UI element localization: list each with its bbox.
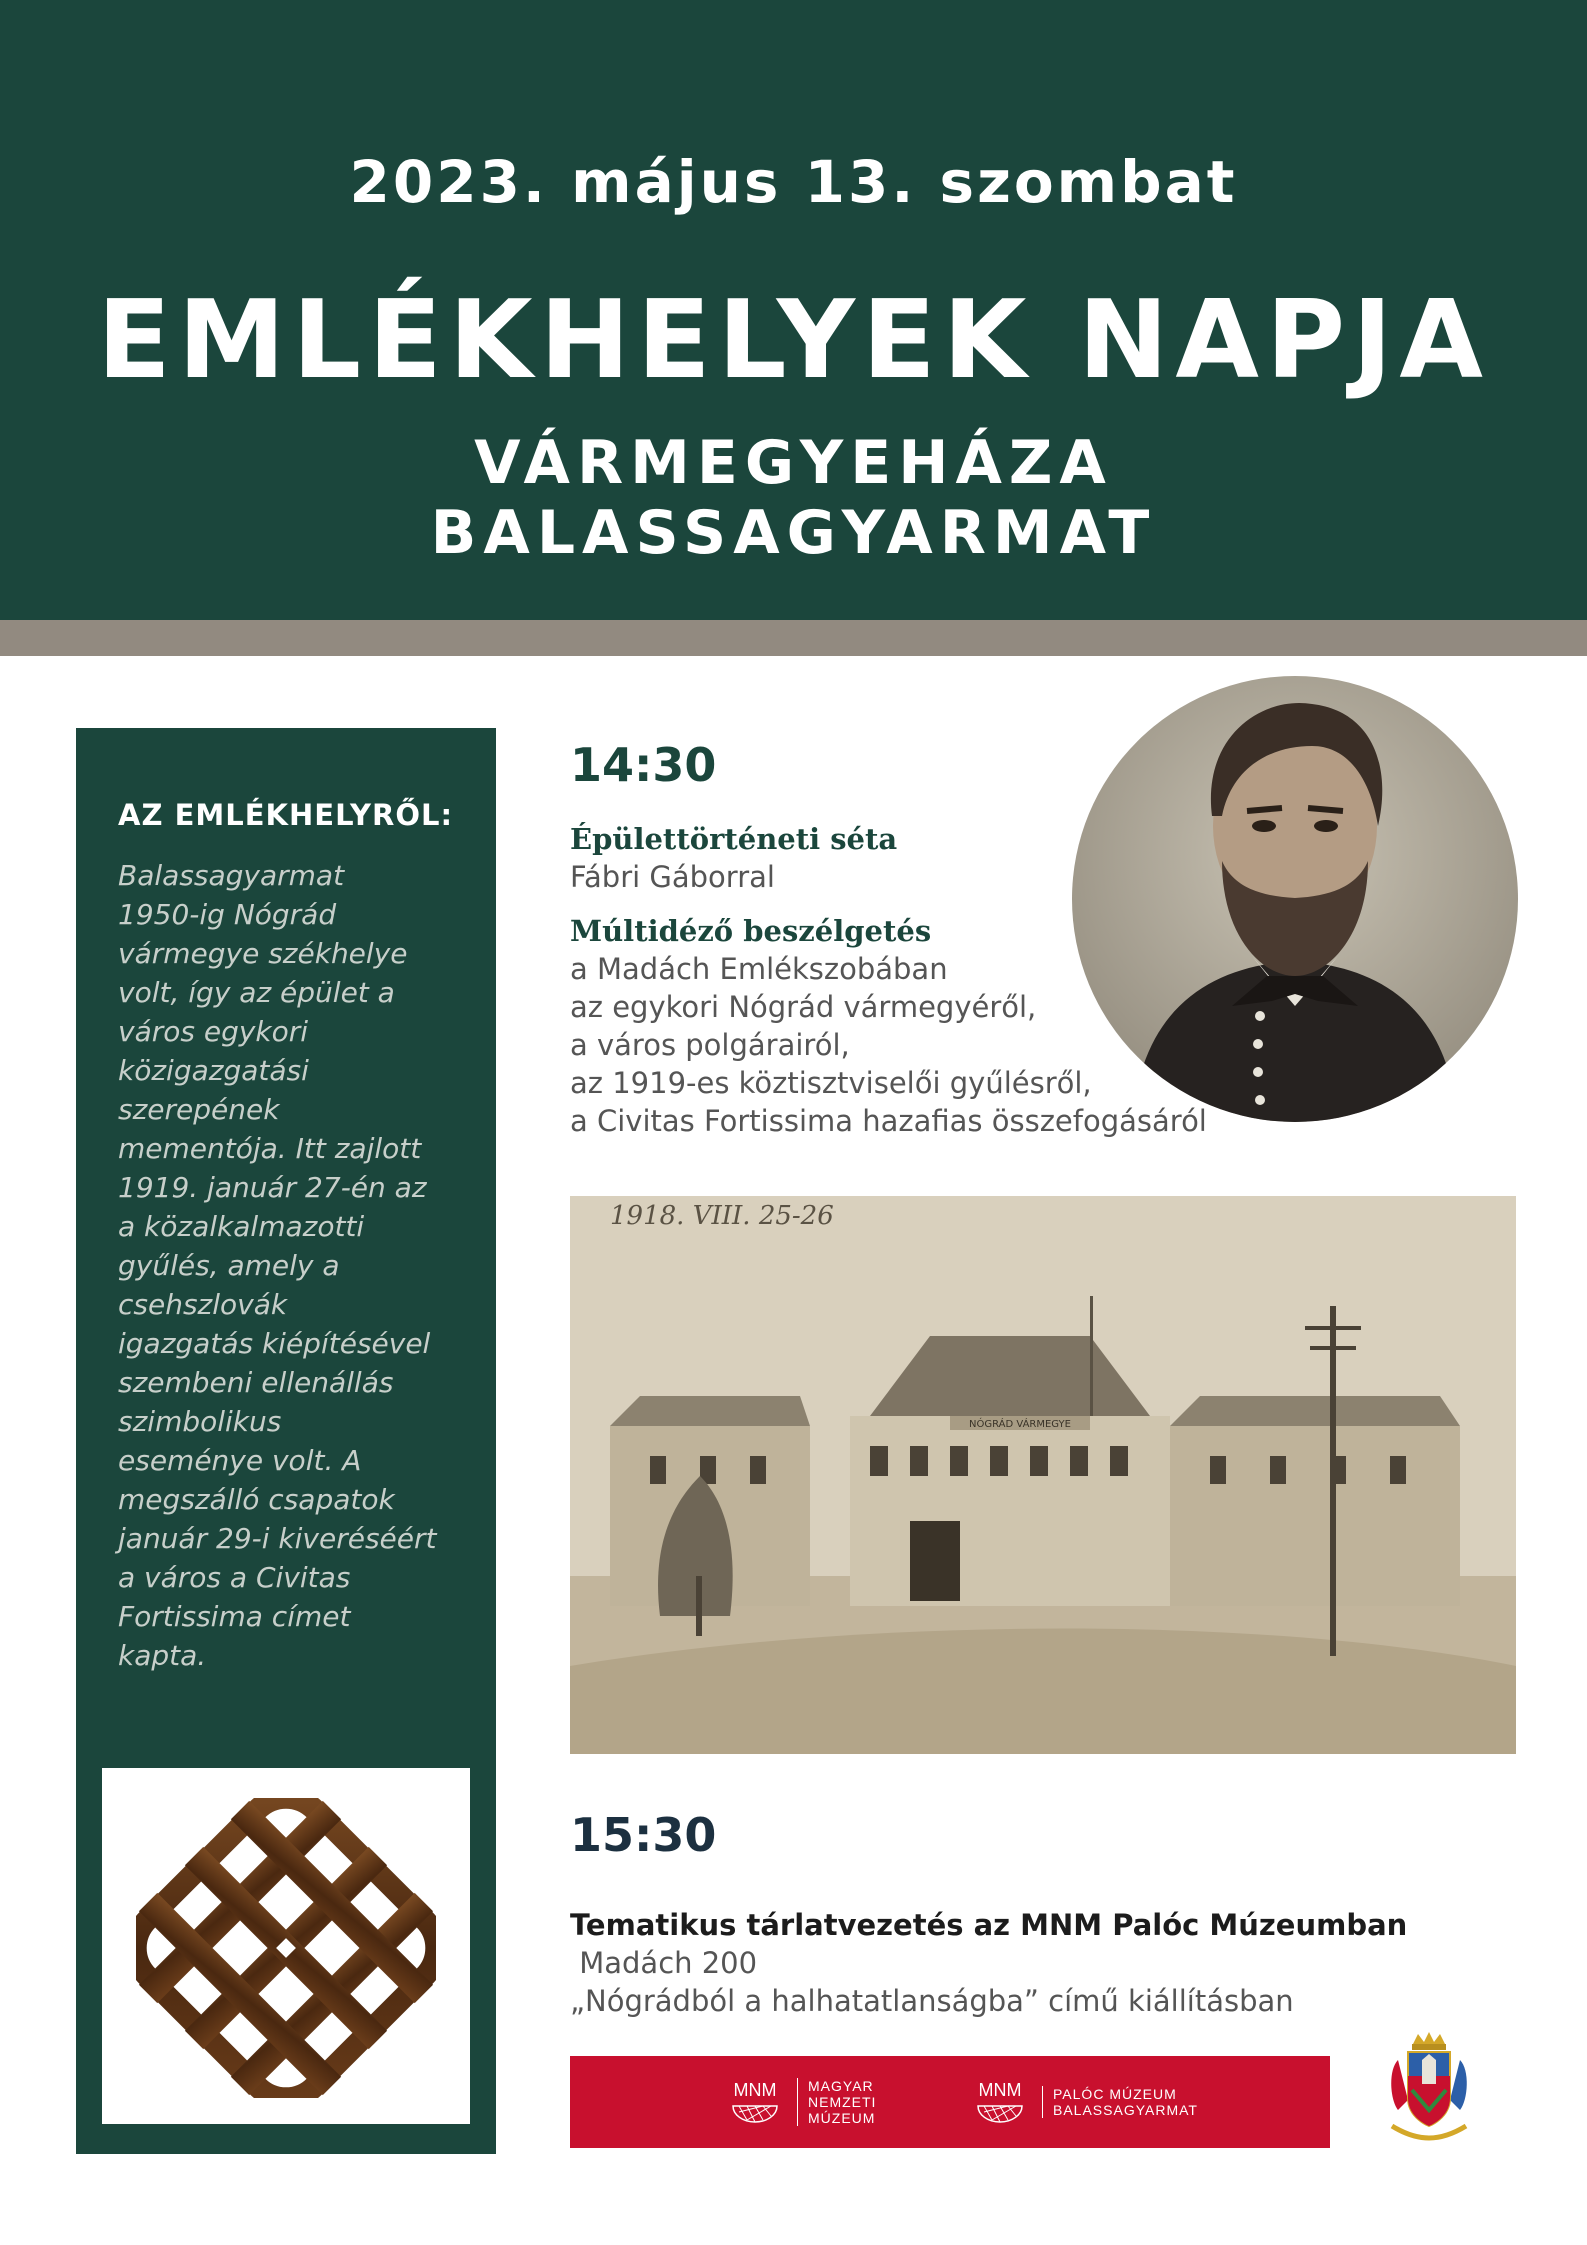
tour-line: Madách 200 — [570, 1946, 758, 1980]
photo-handwritten-note: 1918. VIII. 25-26 — [610, 1201, 834, 1231]
madach-portrait — [1072, 676, 1518, 1122]
vármegyeháza-photo — [570, 1196, 1516, 1754]
talk-line: a város polgárairól, — [570, 1028, 850, 1062]
paloc-museum-logo — [970, 2074, 1198, 2130]
svg-text:MNM: MNM — [733, 2080, 777, 2100]
about-text-line: volt, így az épület a — [118, 976, 395, 1009]
building-sign: NÓGRÁD VÁRMEGYE — [969, 1419, 1071, 1430]
about-text-line: szerepének — [118, 1093, 280, 1126]
about-text-line: a közalkalmazotti — [118, 1210, 365, 1243]
venue-name: VÁRMEGYEHÁZA — [474, 428, 1113, 498]
about-text-line: igazgatás kiépítésével — [118, 1327, 431, 1360]
talk-line: az 1919-es köztisztviselői gyűlésről, — [570, 1066, 1092, 1100]
talk-title: Múltidéző beszélgetés — [570, 914, 932, 948]
about-text-line: szimbolikus — [118, 1405, 282, 1438]
about-text-line: 1950-ig Nógrád — [118, 898, 337, 931]
venue-town: BALASSAGYARMAT — [430, 498, 1157, 568]
paloc-mark-icon — [970, 2076, 1030, 2128]
about-text-line: mementója. Itt zajlott — [118, 1132, 422, 1165]
about-text-line: a város a Civitas — [118, 1561, 351, 1594]
about-text — [118, 856, 473, 1675]
about-text-line: város egykori — [118, 1015, 309, 1048]
about-text-line: kapta. — [118, 1639, 207, 1672]
talk-line: a Madách Emlékszobában — [570, 952, 948, 986]
about-text-line: eseménye volt. A — [118, 1444, 362, 1477]
divider-stripe — [0, 620, 1587, 656]
tour-line: „Nógrádból a halhatatlanságba” című kiállításban — [570, 1984, 1294, 2018]
mnm-logo-text: MAGYAR NEMZETI MÚZEUM — [797, 2078, 876, 2126]
memorial-knot-logo — [102, 1768, 470, 2124]
mnm-logo — [725, 2074, 876, 2130]
talk-line: az egykori Nógrád vármegyéről, — [570, 990, 1037, 1024]
knot-icon — [136, 1798, 436, 2098]
second-time: 15:30 — [570, 1808, 717, 1862]
about-text-line: szembeni ellenállás — [118, 1366, 394, 1399]
about-text-line: gyűlés, amely a — [118, 1249, 340, 1282]
sponsor-bar — [570, 2056, 1330, 2148]
svg-text:MNM: MNM — [978, 2080, 1022, 2100]
about-sidebar — [76, 728, 496, 2154]
about-text-line: 1919. január 27-én az — [118, 1171, 427, 1204]
walk-guide: Fábri Gáborral — [570, 860, 775, 894]
about-text-line: közigazgatási — [118, 1054, 309, 1087]
about-text-line: csehszlovák — [118, 1288, 288, 1321]
about-text-line: megszálló csapatok — [118, 1483, 395, 1516]
about-text-line: Balassagyarmat — [118, 859, 345, 892]
about-text-line: Fortissima címet — [118, 1600, 351, 1633]
about-text-line: január 29-i kiveréséért — [118, 1522, 437, 1555]
coat-of-arms-icon — [1378, 2030, 1480, 2150]
event-date: 2023. május 13. szombat — [349, 148, 1238, 216]
event-title: EMLÉKHELYEK NAPJA — [97, 278, 1490, 403]
tour-title: Tematikus tárlatvezetés az MNM Palóc Múzeumban — [570, 1908, 1408, 1942]
balassagyarmat-coat-of-arms — [1378, 2030, 1480, 2150]
mnm-mark-icon — [725, 2076, 785, 2128]
header-banner — [0, 0, 1587, 620]
first-time: 14:30 — [570, 738, 717, 792]
about-heading: AZ EMLÉKHELYRŐL: — [118, 798, 454, 832]
about-text-line: vármegye székhelye — [118, 937, 408, 970]
talk-line: a Civitas Fortissima hazafias összefogásáról — [570, 1104, 1207, 1138]
paloc-logo-text: PALÓC MÚZEUM BALASSAGYARMAT — [1042, 2086, 1198, 2118]
walk-title: Épülettörténeti séta — [570, 822, 898, 856]
